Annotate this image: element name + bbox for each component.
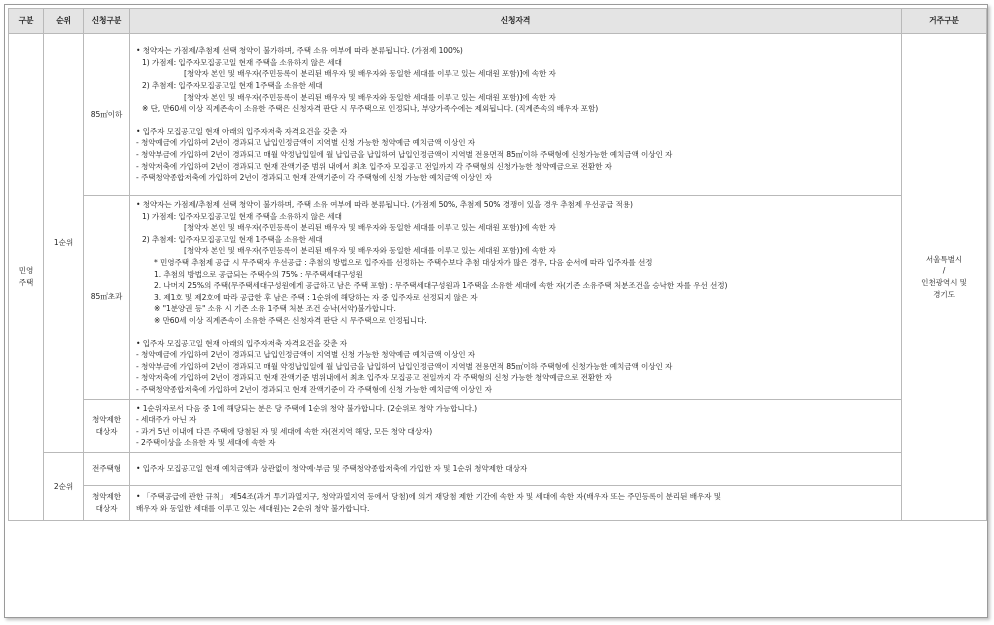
text-line: 2) 추첨제: 입주자모집공고일 현재 1주택을 소유한 세대 [142,81,323,91]
text-line: • 입주자 모집공고일 현재 아래의 입주자저축 자격요건을 갖춘 자 [136,338,348,348]
table-row [9,196,987,400]
text-line: [청약자 본인 및 배우자(주민등록이 분리된 배우자 및 배우자와 동일한 세대를 이루고 있는 세대원 포함)]에 속한 자 [184,246,556,256]
text-line: ※ 단, 만60세 이상 직계존속이 소유한 주택은 신청자격 판단 시 무주택으로 인정되나, 부양가족수에는 제외됩니다. (직계존속의 배우자 포함) [142,104,599,114]
text-line: - 주택청약종합저축에 가입하여 2년이 경과되고 현재 잔액기준이 각 주택형에 신청 가능한 예치금액 이상인 자 [136,384,492,394]
header-eligibility: 신청자격 [130,9,902,34]
table-header-row [9,9,987,34]
text-line: - 주택청약종합저축에 가입하여 2년이 경과되고 현재 잔액기준이 각 주택형에 신청 가능한 예치금액 이상인 자 [136,173,492,183]
text-line: • 1순위자로서 다음 중 1에 해당되는 분은 당 주택에 1순위 청약 불가합니다. (2순위로 청약 가능합니다.) [136,403,477,413]
text-line: [청약자 본인 및 배우자(주민등록이 분리된 배우자 및 배우자와 동일한 세대를 이루고 있는 세대원 포함)]에 속한 자 [184,223,556,233]
text-line: - 청약부금에 가입하여 2년이 경과되고 매월 약정납입일에 월 납입금을 납입하여 납입인정금액이 지역별 전용면적 85㎡이하 주택형에 신청가능한 예치금액 이상인 자 [136,361,673,371]
document-frame [4,4,988,618]
text-line: ※ 만60세 이상 직계존속이 소유한 주택은 신청자격 판단 시 무주택으로 인정됩니다. [154,315,427,325]
text-line: - 청약예금에 가입하여 2년이 경과되고 납입인정금액이 지역별 신청 가능한 청약예금 예치금액 이상인 자 [136,138,476,148]
header-application-type: 신청구분 [84,9,130,34]
rank1-cell: 1순위 [44,34,84,453]
text-line: 2) 추첨제: 입주자모집공고일 현재 1주택을 소유한 세대 [142,234,323,244]
eligibility-restricted-rank1 [130,399,902,452]
text-line: - 청약저축에 가입하여 2년이 경과되고 현재 잔액기준 범위내에서 최초 입주자 모집공고 전일까지 각 주택형의 신청 가능한 청약예금으로 전환한 자 [136,373,612,383]
type-85-under: 85㎡이하 [84,34,130,196]
housing-category-cell: 민영 주택 [9,34,44,521]
table-row [9,485,987,520]
text-line: 1) 가점제: 입주자모집공고일 현재 주택을 소유하지 않은 세대 [142,57,342,67]
text-line: [청약자 본인 및 배우자(주민등록이 분리된 배우자 및 배우자와 동일한 세대를 이루고 있는 세대원 포함)]에 속한 자 [184,69,556,79]
header-rank: 순위 [44,9,84,34]
eligibility-all-units [130,452,902,485]
type-restricted-rank2: 청약제한 대상자 [84,485,130,520]
type-restricted-rank1: 청약제한 대상자 [84,399,130,452]
eligibility-table [8,8,987,521]
type-85-over: 85㎡초과 [84,196,130,400]
type-all-units: 전주택형 [84,452,130,485]
header-category: 구분 [9,9,44,34]
text-line: 1) 가점제: 입주자모집공고일 현재 주택을 소유하지 않은 세대 [142,211,342,221]
text-line: [청약자 본인 및 배우자(주민등록이 분리된 배우자 및 배우자와 동일한 세대를 이루고 있는 세대원 포함)]에 속한 자 [184,92,556,102]
text-line: * 민영주택 추첨제 공급 시 무주택자 우선공급 : 추첨의 방법으로 입주자를 선정하는 주택수보다 추첨 대상자가 많은 경우, 다음 순서에 따라 입주자를 선정 [154,257,653,267]
header-residence: 거주구분 [902,9,987,34]
table-row [9,452,987,485]
residence-cell: 서울특별시 / 인천광역시 및 경기도 [902,34,987,521]
table-row [9,34,987,196]
text-line: • 「주택공급에 관한 규칙」 제54조(과거 투기과열지구, 청약과열지역 등에서 당첨)에 의거 재당첨 제한 기간에 속한 자 및 세대에 속한 자(배우자 또는 주민등록이 분리된 배우자 및 [136,492,721,502]
text-line: 배우자 와 동일한 세대를 이루고 있는 세대원)는 2순위 청약 불가합니다. [136,503,370,513]
text-line: • 입주자 모집공고일 현재 아래의 입주자저축 자격요건을 갖춘 자 [136,126,348,136]
text-line: - 청약예금에 가입하여 2년이 경과되고 납입인정금액이 지역별 신청 가능한 청약예금 예치금액 이상인 자 [136,350,476,360]
text-line: 3. 제1호 및 제2호에 따라 공급한 후 남은 주택 : 1순위에 해당하는 자 중 입주자로 선정되지 않은 자 [154,292,478,302]
text-line: - 청약부금에 가입하여 2년이 경과되고 매월 약정납입일에 월 납입금을 납입하여 납입인정금액이 지역별 전용면적 85㎡이하 주택형에 신청가능한 예치금액 이상인 자 [136,149,673,159]
text-line: 2. 나머지 25%의 주택(무주택세대구성원에게 공급하고 남은 주택 포함) : 무주택세대구성원과 1주택을 소유한 세대에 속한 자(기존 소유주택 처분조건을 승낙한 자를 우선 선정) [154,281,728,291]
text-line: • 입주자 모집공고일 현재 예치금액과 상관없이 청약예·부금 및 주택청약종합저축에 가입한 자 및 1순위 청약제한 대상자 [136,464,528,474]
text-line: - 과거 5년 이내에 다른 주택에 당첨된 자 및 세대에 속한 자(전지역 해당, 모든 청약 대상자) [136,426,433,436]
table-row [9,399,987,452]
text-line: ※ "1분양권 등" 소유 시 기존 소유 1주택 처분 조건 승낙(서약)불가합니다. [154,304,396,314]
eligibility-85-under [130,34,902,196]
eligibility-restricted-rank2 [130,485,902,520]
text-line: • 청약자는 가점제/추첨제 선택 청약이 불가하며, 주택 소유 여부에 따라 분류됩니다. (가점제 100%) [136,46,463,56]
text-line: - 세대주가 아닌 자 [136,415,197,425]
rank2-cell: 2순위 [44,452,84,520]
text-line: 1. 추첨의 방법으로 공급되는 주택수의 75% : 무주택세대구성원 [154,269,363,279]
text-line: - 2주택이상을 소유한 자 및 세대에 속한 자 [136,438,276,448]
text-line: - 청약저축에 가입하여 2년이 경과되고 현재 잔액기준 범위 내에서 최초 입주자 모집공고 전일까지 각 주택형의 신청가능한 청약예금으로 전환한 자 [136,161,612,171]
text-line: • 청약자는 가점제/추첨제 선택 청약이 불가하며, 주택 소유 여부에 따라 분류됩니다. (가점제 50%, 추첨제 50% 경쟁이 있을 경우 추첨제 우선공급 적용) [136,200,633,209]
eligibility-85-over [130,196,902,400]
